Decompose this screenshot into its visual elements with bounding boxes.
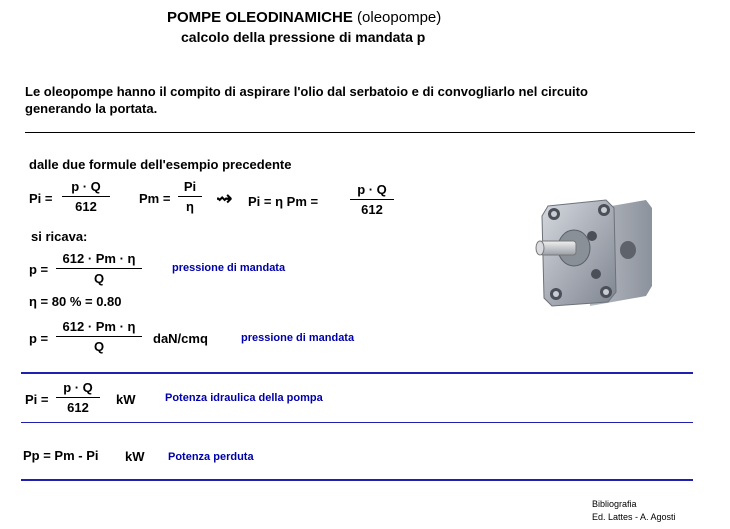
si-ricava-label: si ricava:: [31, 229, 88, 244]
formula4-fraction: [56, 251, 142, 287]
power-pi-lhs: Pi =: [25, 392, 49, 407]
efficiency-line: η = 80 % = 0.80: [29, 294, 122, 309]
intro-line-1: Le oleopompe hanno il compito di aspirare l'olio dal serbatoio e di convogliarlo nel circuito: [25, 84, 588, 99]
fraction-bar: [56, 336, 142, 337]
intro-text: [25, 83, 588, 117]
power-pp-unit: kW: [125, 449, 145, 464]
formula3-numerator: p · Q: [357, 182, 387, 197]
fraction-bar: [62, 196, 110, 197]
formula1-lhs: Pi =: [29, 191, 53, 206]
title-main: POMPE OLEODINAMICHE: [167, 9, 353, 26]
formula4-label: pressione di mandata: [172, 262, 286, 274]
power-pi-fraction: [56, 380, 100, 416]
power-pi-numerator: p · Q: [63, 380, 93, 395]
gear-pump-icon: [518, 188, 668, 320]
divider-blue-1: [21, 372, 693, 374]
formula3-lhs: Pi = η Pm =: [248, 194, 319, 209]
divider-top: [25, 132, 695, 133]
formula1-numerator: p · Q: [71, 179, 101, 194]
formula2-denominator: η: [186, 199, 194, 214]
formula5-numerator: 612 · Pm · η: [62, 319, 136, 334]
formula4-numerator: 612 · Pm · η: [62, 251, 136, 266]
formula2-fraction: [178, 179, 202, 215]
formula2-numerator: Pi: [183, 179, 197, 194]
formula4-denominator: Q: [93, 271, 105, 286]
intro-line-2: generando la portata.: [25, 101, 158, 116]
fraction-bar: [178, 196, 202, 197]
formula1-denominator: 612: [75, 199, 97, 214]
formula1-fraction: [62, 179, 110, 215]
power-pi-denominator: 612: [67, 400, 89, 415]
power-pp-label: Potenza perduta: [168, 451, 254, 463]
title-paren: (oleopompe): [357, 9, 442, 26]
formula2-lhs: Pm =: [139, 191, 171, 206]
gear-pump-image: [518, 188, 668, 320]
formula5-denominator: Q: [93, 339, 105, 354]
fraction-bar: [56, 268, 142, 269]
formula5-lhs: p =: [29, 331, 49, 346]
formula4-lhs: p =: [29, 262, 49, 277]
power-pi-unit: kW: [116, 392, 136, 407]
divider-blue-2: [21, 422, 693, 423]
formulas-lead: dalle due formule dell'esempio precedente: [29, 157, 292, 172]
power-pi-label: Potenza idraulica della pompa: [165, 392, 323, 404]
formula3-denominator: 612: [361, 202, 383, 217]
divider-blue-3: [21, 479, 693, 481]
formula3-fraction: [350, 182, 394, 218]
implies-arrow-icon: ⇝: [216, 188, 233, 210]
power-pp-expression: Pp = Pm - Pi: [23, 448, 99, 463]
formula5-label: pressione di mandata: [241, 332, 355, 344]
fraction-bar: [350, 199, 394, 200]
fraction-bar: [56, 397, 100, 398]
bibliography-label: Bibliografia: [592, 499, 637, 509]
bibliography-source: Ed. Lattes - A. Agosti: [592, 512, 676, 522]
page-title: [167, 9, 441, 26]
formula5-unit: daN/cmq: [153, 331, 208, 346]
formula5-fraction: [56, 319, 142, 355]
page-subtitle: calcolo della pressione di mandata p: [181, 29, 426, 45]
